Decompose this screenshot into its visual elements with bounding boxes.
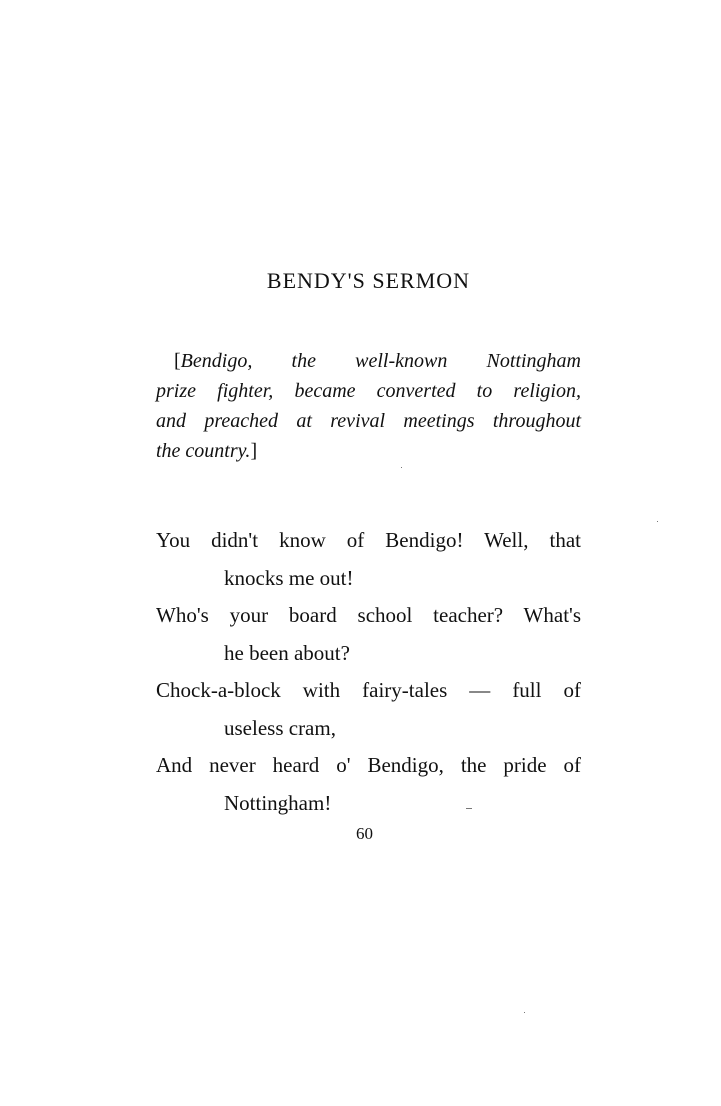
verse-line: And never heard o' Bendigo, the pride of [156,753,581,777]
close-bracket: ] [250,440,258,462]
intro-line [156,436,581,466]
verse-line: Who's your board school teacher? What's [156,603,581,627]
intro-line-text: the country. [156,440,251,462]
verse-line-continuation: knocks me out! [224,565,354,590]
poem-stanza [156,522,581,822]
page-number: 60 [356,824,373,843]
introductory-note [156,346,581,466]
intro-line: and preached at revival meetings throughout [156,410,581,432]
open-bracket: [ [174,350,181,372]
intro-line [156,346,581,376]
scan-speck [524,1012,525,1013]
intro-line: prize fighter, became converted to religion, [156,380,581,402]
verse-line-continuation: Nottingham! [224,790,332,815]
scan-speck [466,808,472,809]
verse-line: Chock-a-block with fairy-tales — full of [156,678,581,702]
verse-line: You didn't know of Bendigo! Well, that [156,528,581,552]
poem-title: BENDY'S SERMON [266,268,471,293]
intro-line-text: Bendigo, the well-known Nottingham [180,350,581,372]
scan-speck [401,467,402,468]
scan-speck [657,521,658,522]
verse-line-continuation: useless cram, [224,715,336,740]
verse-line-continuation: he been about? [224,640,350,665]
